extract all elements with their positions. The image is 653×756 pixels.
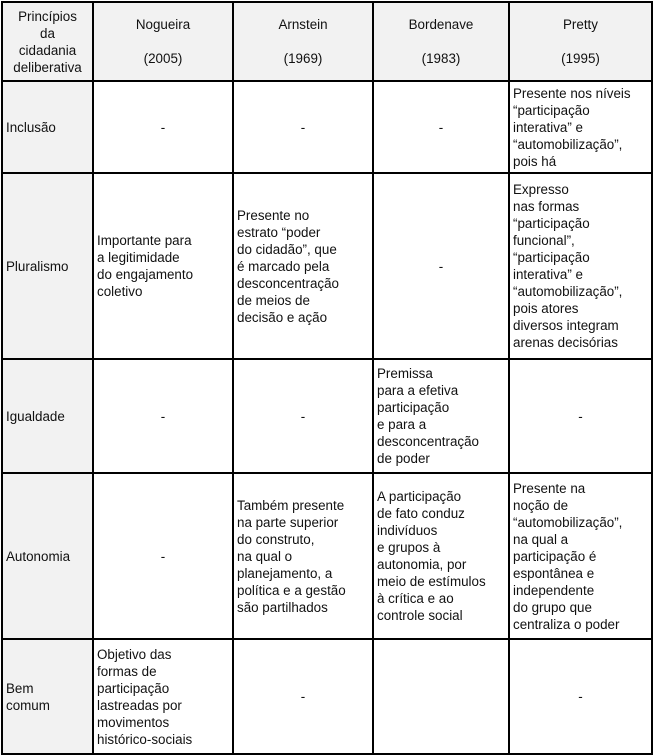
cell-text-line: funcional”, [513,233,575,248]
principle-cell [2,81,93,173]
header-principles [2,2,93,81]
empty-dash: - [300,689,306,704]
empty-dash: - [438,258,444,274]
principle-cell [2,359,93,473]
cell-text-line: Premissa [377,366,433,381]
cell-text-line: centraliza o poder [513,616,620,632]
principle-label: Inclusão [6,119,56,135]
cell-pretty [509,473,652,639]
cell-text-line: arenas decisórias [513,335,618,350]
principle-label: comum [6,697,50,713]
table-row-autonomia [2,473,652,639]
cell-text-line: Presente na [513,480,586,496]
cell-bordenave [373,473,509,639]
principle-label: Autonomia [6,548,71,564]
header-principles-line: da [40,25,55,41]
cell-text-line: desconcentração [237,275,339,291]
cell-text-line: é marcado pela [237,258,330,274]
cell-text-line: política e a gestão [237,582,346,598]
header-author-bordenave [373,2,509,81]
cell-text-line: interativa” e [513,119,583,135]
cell-text-line: histórico-sociais [97,731,193,747]
empty-dash: - [160,548,166,564]
table-row-pluralismo [2,173,652,359]
cell-text-line: A participação [377,489,462,504]
principle-label: Pluralismo [6,258,69,274]
cell-text-line: decisão e ação [237,309,328,325]
cell-pretty [509,81,652,173]
cell-text-line: na qual a [513,531,569,547]
cell-text-line: lastreadas por [97,697,182,713]
cell-text-line: independente [513,582,595,598]
cell-text-line: pois há [513,153,557,169]
empty-dash: - [160,119,166,135]
author-year: (1983) [421,51,461,66]
cell-text-line: do grupo que [513,599,592,615]
cell-nogueira [93,359,233,473]
cell-text-line: Presente nos níveis [513,85,631,101]
cell-text-line: “participação [513,216,590,231]
cell-text-line: autonomia, por [377,557,467,572]
cell-text-line: coletivo [97,284,143,299]
empty-dash: - [160,408,166,424]
author-name: Pretty [563,17,598,32]
cell-text-line: “automobilização”, [513,136,623,152]
cell-arnstein [233,639,373,754]
cell-bordenave [373,639,509,754]
cell-nogueira [93,639,233,754]
cell-text-line: “automobilização”, [513,284,623,299]
cell-text-line: diversos integram [513,318,619,333]
principle-cell [2,639,93,754]
cell-text-line: “automobilização”, [513,514,623,530]
empty-dash: - [300,408,306,424]
cell-text-line: formas de [97,663,157,679]
cell-text-line: Objetivo das [97,646,172,662]
header-principles-line: Princípios [18,8,77,24]
header-author-arnstein [233,2,373,81]
principles-comparison-table [1,1,653,755]
cell-text-line: planejamento, a [237,565,333,581]
cell-text-line: à crítica e ao [377,591,454,606]
principle-cell [2,173,93,359]
cell-text-line: indivíduos [377,523,438,538]
author-name: Nogueira [135,17,191,32]
author-year: (2005) [143,51,183,66]
table-body [2,81,652,754]
cell-pretty [509,639,652,754]
cell-text-line: Importante para [97,233,192,248]
empty-dash: - [438,119,444,135]
principle-label: Igualdade [6,408,65,424]
cell-text-line: Presente no [237,207,310,223]
cell-text-line: Também presente [237,497,345,513]
header-row [2,2,652,81]
empty-dash: - [578,689,583,704]
cell-text-line: são partilhados [237,599,328,615]
empty-dash: - [578,408,583,424]
cell-nogueira [93,173,233,359]
cell-arnstein [233,81,373,173]
cell-arnstein [233,473,373,639]
cell-text-line: controle social [377,608,463,623]
cell-text-line: do cidadão”, que [237,241,337,257]
cell-text-line: de meios de [237,292,310,308]
author-year: (1969) [283,51,323,66]
cell-text-line: “participação [513,102,590,118]
cell-pretty [509,173,652,359]
author-name: Arnstein [278,17,328,32]
cell-text-line: na parte superior [237,514,339,530]
header-principles-line: cidadania [18,42,77,58]
cell-text-line: movimentos [97,714,170,730]
cell-bordenave [373,81,509,173]
cell-text-line: e para a [377,417,427,432]
cell-text-line: noção de [513,497,569,513]
cell-text-line: nas formas [513,199,580,214]
cell-text-line: Expresso [513,182,569,197]
table-row-bem-comum [2,639,652,754]
cell-pretty [509,359,652,473]
cell-text-line: pois atores [513,301,579,316]
cell-bordenave [373,173,509,359]
cell-text-line: na qual o [237,548,293,564]
principle-label: Bem [6,680,34,696]
cell-text-line: do construto, [237,531,315,547]
cell-nogueira [93,473,233,639]
cell-text-line: a legitimidade [97,250,180,265]
cell-text-line: participação [377,400,450,415]
cell-text-line: participação [97,680,170,696]
cell-arnstein [233,173,373,359]
cell-text-line: espontânea e [513,565,595,581]
cell-text-line: e grupos à [377,540,441,555]
empty-dash: - [300,119,306,135]
cell-text-line: interativa” e [513,267,583,282]
cell-text-line: do engajamento [97,267,194,282]
cell-text-line: desconcentração [377,434,479,449]
cell-text-line: para a efetiva [377,383,459,398]
principle-cell [2,473,93,639]
cell-text-line: estrato “poder [237,224,321,240]
header-author-nogueira [93,2,233,81]
author-year: (1995) [561,51,600,66]
header-principles-line: deliberativa [13,59,82,75]
cell-arnstein [233,359,373,473]
cell-text-line: “participação [513,250,590,265]
cell-text-line: meio de estímulos [377,574,486,589]
cell-text-line: de fato conduz [377,506,465,521]
header-author-pretty [509,2,652,81]
cell-nogueira [93,81,233,173]
table-row-igualdade [2,359,652,473]
table-row-inclusao [2,81,652,173]
cell-text-line: de poder [377,451,430,466]
author-name: Bordenave [408,17,474,32]
cell-bordenave [373,359,509,473]
cell-text-line: participação é [513,548,597,564]
